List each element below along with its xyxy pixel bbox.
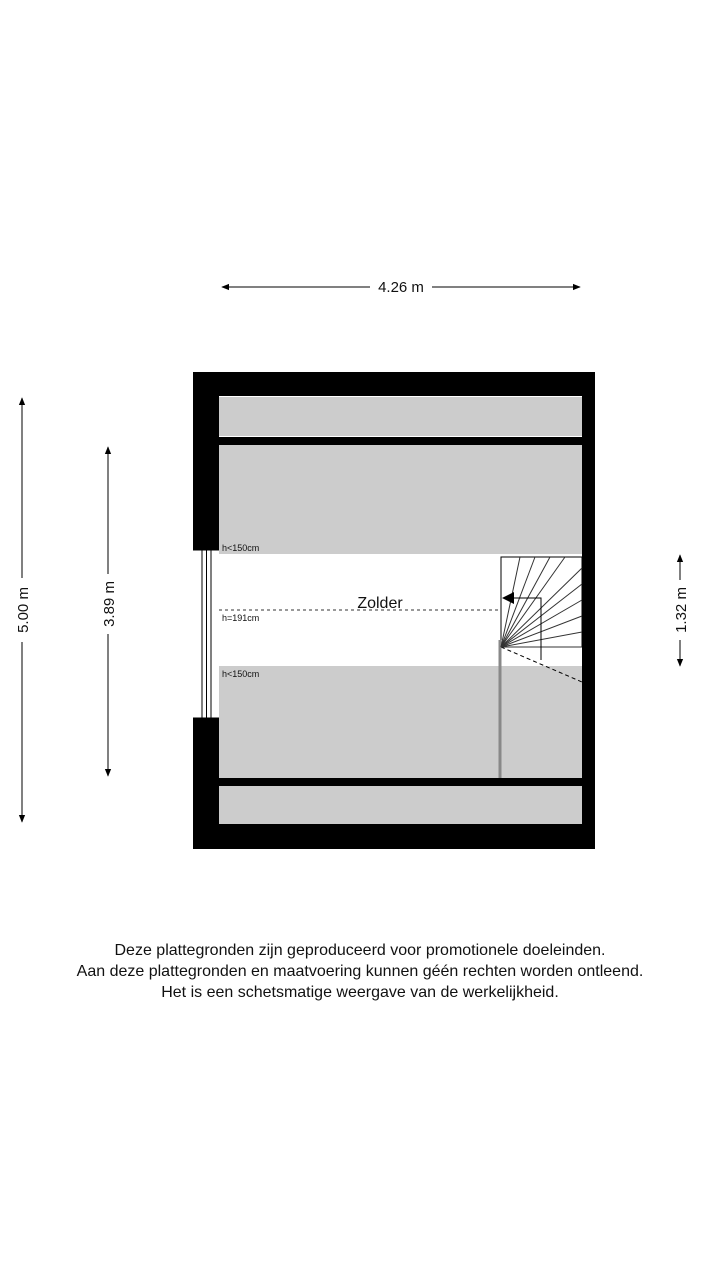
height-label-ridge: h=191cm <box>222 613 260 623</box>
disclaimer-line-1: Deze plattegronden zijn geproduceerd voor promotionele doeleinden. <box>114 942 606 959</box>
depth-inner-label: 3.89 m <box>101 581 118 627</box>
stair-depth-label: 1.32 m <box>673 587 690 633</box>
disclaimer <box>0 940 720 1003</box>
height-label-upper: h<150cm <box>222 543 260 553</box>
disclaimer-line-2: Aan deze plattegronden en maatvoering kunnen géén rechten worden ontleend. <box>76 963 644 980</box>
room-label: Zolder <box>357 595 403 612</box>
lower-storage-area <box>219 786 582 824</box>
width-label: 4.26 m <box>378 279 424 296</box>
upper-knee-wall <box>219 437 582 445</box>
window <box>193 550 219 718</box>
disclaimer-line-3: Het is een schetsmatige weergave van de werkelijkheid. <box>161 984 559 1001</box>
depth-outer-label: 5.00 m <box>15 587 32 633</box>
lower-knee-wall <box>219 778 582 786</box>
lower-low-ceiling-zone <box>219 666 582 778</box>
upper-low-ceiling-zone <box>219 445 582 554</box>
upper-storage-area <box>219 397 582 436</box>
height-label-lower: h<150cm <box>222 669 260 679</box>
